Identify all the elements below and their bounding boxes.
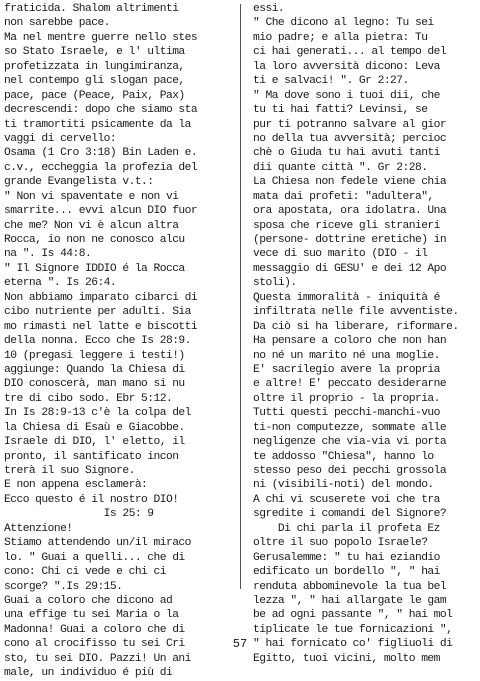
text-line: Non abbiamo imparato cibarci di: [4, 291, 198, 304]
text-line: Ma nel mentre guerre nello stes: [4, 31, 198, 44]
text-line: Da ciò si ha liberare, riformare.: [253, 320, 459, 333]
text-line: lo. " Guai a quelli... che di: [4, 551, 185, 564]
text-line: na ". Is 44:8.: [4, 248, 92, 261]
text-line: Questa immoralità - iniquità é: [253, 291, 440, 304]
text-line: te addosso "Chiesa", hanno lo: [253, 450, 434, 463]
text-line: " Non vi spaventate e non vi: [4, 190, 179, 203]
text-line: negligenze che via-via vi porta: [253, 436, 447, 449]
text-line: male, un individuo é più di: [4, 667, 173, 680]
text-line: DIO conoscerà, man mano si nu: [4, 378, 185, 391]
text-line: vece di suo marito (DIO - il: [253, 248, 428, 261]
text-line: la Chiesa di Esaù e Giacobbe.: [4, 421, 185, 434]
text-line: oltre il proprio - la propria.: [253, 392, 440, 405]
text-line: pronto, il santificato incon: [4, 450, 179, 463]
right-column: [253, 2, 477, 666]
text-line: (persone- dottrine eretiche) in: [253, 234, 447, 246]
text-line: Attenzione!: [4, 522, 73, 535]
text-line: mata dai profeti: "adultera",: [253, 190, 434, 203]
text-line: " Che dicono al legno: Tu sei: [253, 17, 434, 30]
text-line: " hai fornicato co' figliuoli di: [253, 638, 453, 651]
text-line: A chi vi scuserete voi che tra: [253, 493, 440, 506]
column-divider: [240, 4, 241, 589]
text-line: tre di cibo sodo. Ebr 5:12.: [4, 392, 173, 405]
text-line: ti tramortiti psicamente da la: [4, 118, 191, 131]
text-line: renduta abbominevole la tua bel: [253, 580, 447, 593]
text-line: pace, pace (Peace, Paix, Pax): [4, 89, 185, 102]
text-line: tiplicate le tue fornicazioni ",: [253, 623, 453, 636]
text-line: be ad ogni passante ", " hai mol: [253, 609, 453, 622]
text-line: ora apostata, ora idolatra. Una: [253, 205, 447, 218]
page-number: 57: [232, 637, 248, 651]
text-line: Tutti questi pecchi-manchi-vuo: [253, 407, 440, 420]
text-line: La Chiesa non fedele viene chia: [253, 176, 447, 189]
text-line: E non appena esclamerà:: [4, 479, 148, 492]
text-line: Ecco questo é il nostro DIO!: [4, 493, 179, 506]
text-line: Is 25: 9: [4, 508, 154, 521]
text-line: oltre il suo popolo Israele?: [253, 537, 428, 550]
text-line: ti e salvaci! ". Gr 2:27.: [253, 75, 409, 88]
text-line: sposa che riceve gli stranieri: [253, 219, 440, 232]
text-line: E' sacrilegio avere la propria: [253, 363, 440, 376]
text-line: cono: Chi ci vede e chi ci: [4, 566, 166, 579]
text-line: mo rimasti nel latte e biscotti: [4, 320, 198, 333]
text-line: infiltrata nelle file avventiste.: [253, 306, 459, 319]
text-line: grande Evangelista v.t.:: [4, 176, 154, 189]
text-line: stoli).: [253, 277, 297, 290]
text-line: nel contempo gli slogan pace,: [4, 75, 185, 88]
text-line: " Il Signore IDDIO é la Rocca: [4, 262, 185, 275]
text-line: eterna ". Is 26:4.: [4, 277, 117, 290]
text-line: Ha pensare a coloro che non han: [253, 335, 447, 348]
text-line: stesso peso dei pecchi grossola: [253, 465, 447, 477]
text-line: ni (visibili-noti) del mondo.: [253, 479, 434, 492]
text-line: scorge? ".Is 29:15.: [4, 580, 123, 593]
text-line: aggiunge: Quando la Chiesa di: [4, 363, 185, 376]
text-line: Guai a coloro che dicono ad: [4, 594, 173, 607]
text-line: tu ti hai fatti? Levinsi, se: [253, 104, 428, 117]
text-line: dii quante città ". Gr 2:28.: [253, 161, 428, 174]
text-line: no né un marito né una moglie.: [253, 349, 440, 362]
text-line: ci hai generati... al tempo del: [253, 46, 447, 59]
text-line: e altre! E' peccato desiderarne: [253, 378, 447, 391]
text-line: essi.: [253, 3, 285, 15]
text-line: Stiamo attendendo un/il miraco: [4, 537, 191, 550]
text-line: Rocca, io non ne conosco alcu: [4, 234, 185, 246]
text-line: Osama (1 Cro 3:18) Bin Laden e.: [4, 147, 198, 160]
text-line: c.v., eccheggia la profezia del: [4, 161, 198, 174]
text-line: 10 (pregasi leggere i testi!): [4, 349, 185, 362]
text-line: so Stato Israele, e l' ultima: [4, 46, 185, 59]
text-line: della nonna. Ecco che Is 28:9.: [4, 335, 191, 348]
text-line: ti-non computezze, sommate alle: [253, 421, 447, 434]
text-line: no della tua avversità; percioc: [253, 132, 447, 145]
left-column: [4, 2, 230, 681]
text-line: trerà il suo Signore.: [4, 465, 135, 477]
text-line: mio padre; e alla pietra: Tu: [253, 31, 428, 44]
text-line: In Is 28:9-13 c'è la colpa del: [4, 407, 191, 420]
text-line: messaggio di GESU' e dei 12 Apo: [253, 262, 447, 275]
text-line: sto, tu sei DIO. Pazzi! Un ani: [4, 652, 191, 665]
text-line: fraticida. Shalom altrimenti: [4, 3, 179, 15]
text-line: cibo nutriente per adulti. Sia: [4, 306, 191, 319]
text-line: profetizzata in lungimiranza,: [4, 60, 185, 73]
text-line: chè o Giuda tu hai avuti tanti: [253, 147, 440, 160]
text-line: Egitto, tuoi vicini, molto mem: [253, 652, 440, 665]
text-line: edificato un bordello ", " hai: [253, 566, 440, 579]
text-line: Di chi parla il profeta Ez: [253, 522, 440, 535]
text-line: non sarebbe pace.: [4, 17, 110, 30]
text-line: Israele di DIO, l' eletto, il: [4, 436, 185, 449]
text-line: Gerusalemme: " tu hai eziandio: [253, 551, 440, 564]
text-line: una effige tu sei Maria o la: [4, 609, 179, 622]
text-line: decrescendi: dopo che siamo sta: [4, 104, 198, 117]
text-line: " Ma dove sono i tuoi dii, che: [253, 89, 440, 102]
text-line: cono al crocifisso tu sei Cri: [4, 638, 185, 651]
text-line: pur ti potranno salvare al gior: [253, 118, 447, 131]
text-line: Madonna! Guai a coloro che di: [4, 623, 185, 636]
text-line: la loro avversità dicono: Leva: [253, 60, 440, 73]
text-line: che me? Non vi è alcun altra: [4, 219, 179, 232]
text-line: sgredite i comandi del Signore?: [253, 508, 447, 521]
text-line: lezza ", " hai allargate le gam: [253, 594, 447, 607]
text-line: smarrite... evvi alcun DIO fuor: [4, 205, 198, 218]
text-line: vaggi di cervello:: [4, 132, 117, 145]
